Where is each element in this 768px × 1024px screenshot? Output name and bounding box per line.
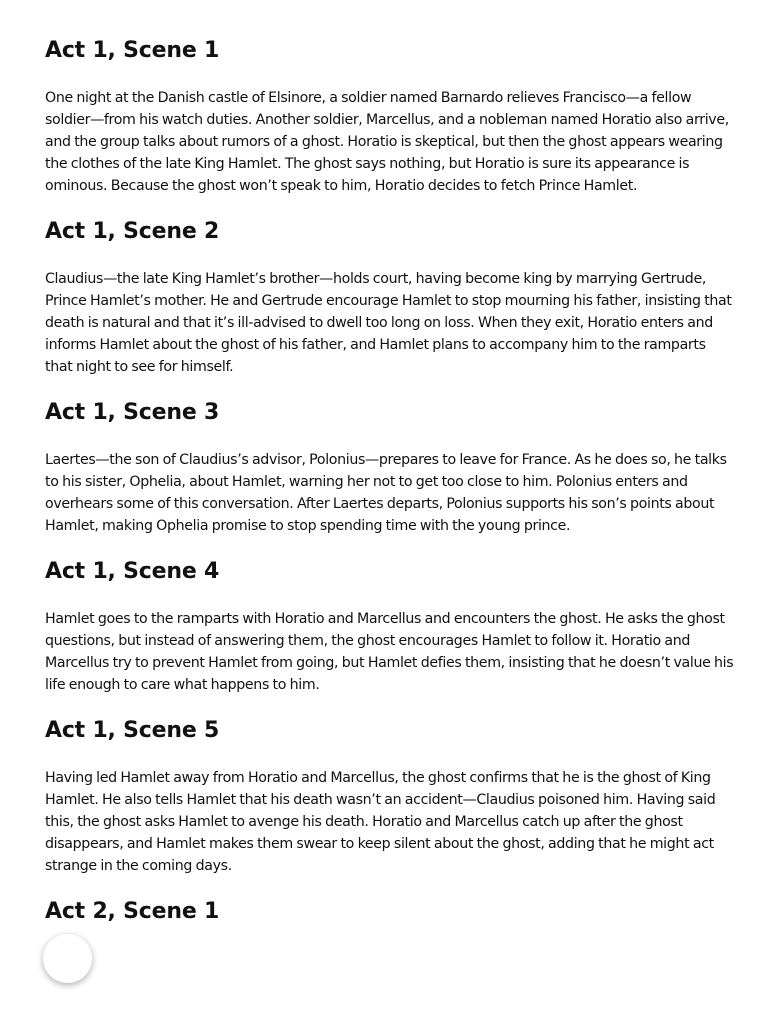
scene-heading: Act 1, Scene 2 — [45, 219, 220, 244]
scene-summary: Claudius—the late King Hamlet’s brother—holds court, having become king by marrying Gertrude, Prince Hamlet’s mother. He and Gertrude encourage Hamlet to stop mourning his father, insisting that death is natural and that it’s ill-advised to dwell too long on loss. When they exit, Horatio enters and informs Hamlet about the ghost of his father, and Hamlet plans to accompany him to the ramparts that night to see for himself. — [45, 271, 732, 375]
floating-action-button[interactable] — [43, 934, 92, 983]
scene-summary: One night at the Danish castle of Elsinore, a soldier named Barnardo relieves Francisco—a fellow soldier—from his watch duties. Another soldier, Marcellus, and a nobleman named Horatio also arrive, and the group talks about rumors of a ghost. Horatio is skeptical, but then the ghost appears wearing the clothes of the late King Hamlet. The ghost says nothing, but Horatio is sure its appearance is ominous. Because the ghost won’t speak to him, Horatio decides to fetch Prince Hamlet. — [45, 90, 729, 194]
document-content — [45, 36, 735, 948]
scene-section-act1-scene1 — [45, 36, 735, 197]
scene-section-act1-scene4 — [45, 557, 735, 696]
scene-summary: Hamlet goes to the ramparts with Horatio and Marcellus and encounters the ghost. He asks the ghost questions, but instead of answering them, the ghost encourages Hamlet to follow it. Horatio and Marcellus try to prevent Hamlet from going, but Hamlet defies them, insisting that he doesn’t value his life enough to care what happens to him. — [45, 611, 734, 693]
scene-summary: Laertes—the son of Claudius’s advisor, Polonius—prepares to leave for France. As he does so, he talks to his sister, Ophelia, about Hamlet, warning her not to get too close to him. Polonius enters and overhears some of this conversation. After Laertes departs, Polonius supports his son’s points about Hamlet, making Ophelia promise to stop spending time with the young prince. — [45, 452, 727, 534]
scene-section-act1-scene3 — [45, 398, 735, 537]
scene-heading: Act 1, Scene 4 — [45, 559, 220, 584]
scene-section-act2-scene1 — [45, 897, 735, 927]
scene-heading: Act 1, Scene 5 — [45, 718, 220, 743]
scene-section-act1-scene5 — [45, 716, 735, 877]
scene-section-act1-scene2 — [45, 217, 735, 378]
scene-heading: Act 1, Scene 3 — [45, 400, 220, 425]
scene-summary: Having led Hamlet away from Horatio and Marcellus, the ghost confirms that he is the ghost of King Hamlet. He also tells Hamlet that his death wasn’t an accident—Claudius poisoned him. Having said this, the ghost asks Hamlet to avenge his death. Horatio and Marcellus catch up after the ghost disappears, and Hamlet makes them swear to keep silent about the ghost, adding that he might act strange in the coming days. — [45, 770, 716, 874]
scene-heading: Act 2, Scene 1 — [45, 899, 220, 924]
scene-heading: Act 1, Scene 1 — [45, 38, 220, 63]
